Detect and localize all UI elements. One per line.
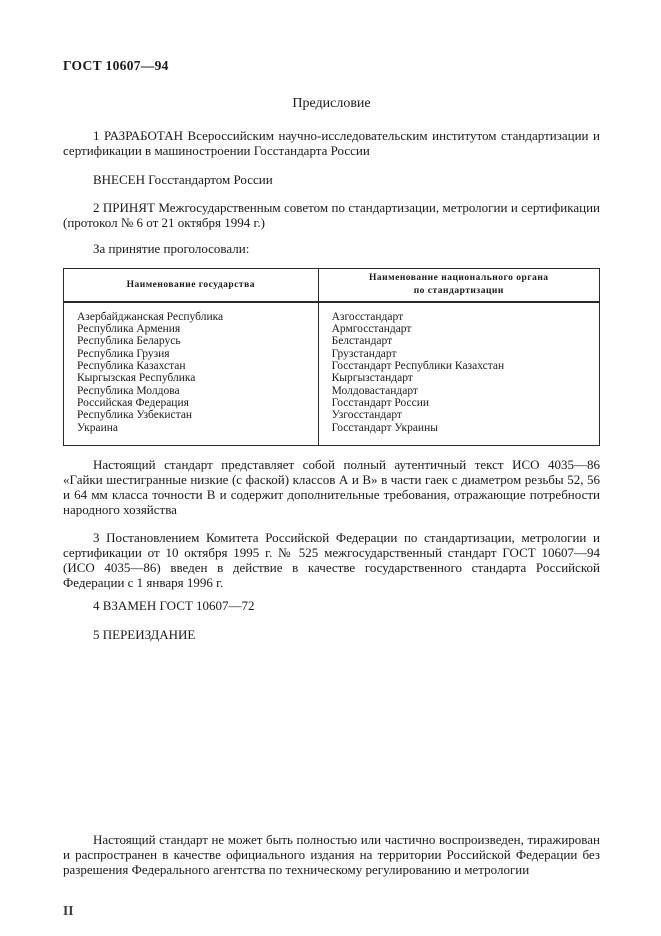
table-row bbox=[64, 323, 600, 335]
state-cell: Республика Узбекистан bbox=[64, 409, 319, 421]
org-cell: Госстандарт Республики Казахстан bbox=[331, 360, 505, 373]
paragraph-developed: 1 РАЗРАБОТАН Всероссийским научно-исследовательским институтом стандартизации и сертификации в машиностроении Госстандарта России bbox=[63, 128, 600, 159]
column-header-org bbox=[318, 269, 599, 302]
column-header-org-line2: по стандартизации bbox=[413, 286, 504, 297]
state-cell: Украина bbox=[64, 422, 319, 446]
doc-code: ГОСТ 10607—94 bbox=[63, 58, 169, 73]
paragraph-voted-label: За принятие проголосовали: bbox=[93, 241, 250, 257]
state-cell: Республика Армения bbox=[64, 323, 319, 335]
state-cell: Республика Казахстан bbox=[64, 360, 319, 372]
paragraph-submitted: ВНЕСЕН Госстандартом России bbox=[93, 172, 273, 188]
voting-table-body bbox=[64, 302, 600, 445]
state-cell: Азербайджанская Республика bbox=[64, 302, 319, 323]
table-row bbox=[64, 385, 600, 397]
org-cell: Армгосстандарт bbox=[331, 323, 412, 336]
table-row bbox=[64, 348, 600, 360]
table-row bbox=[64, 372, 600, 384]
table-row bbox=[64, 302, 600, 323]
org-cell: Молдовастандарт bbox=[331, 384, 418, 397]
org-cell: Узгосстандарт bbox=[331, 409, 402, 422]
page-title: Предисловие bbox=[292, 96, 371, 111]
paragraph-iso-note: Настоящий стандарт представляет собой полный аутентичный текст ИСО 4035—86 «Гайки шестигранные низкие (с фаской) классов А и В» в части гаек с диаметром резьбы 52, 56 и 64 мм класса точности В и содержит дополнительные требования, отражающие потребности народного хозяйства bbox=[63, 456, 600, 518]
table-row bbox=[64, 422, 600, 446]
state-cell: Российская Федерация bbox=[64, 397, 319, 409]
page-number: II bbox=[63, 903, 74, 919]
org-cell: Грузстандарт bbox=[331, 347, 397, 360]
state-cell: Республика Грузия bbox=[64, 348, 319, 360]
table-row bbox=[64, 360, 600, 372]
column-header-org-line1: Наименование национального органа bbox=[369, 273, 549, 284]
table-row bbox=[64, 397, 600, 409]
paragraph-replaces: 4 ВЗАМЕН ГОСТ 10607—72 bbox=[93, 598, 255, 614]
paragraph-copyright: Настоящий стандарт не может быть полностью или частично воспроизведен, тиражирован и распространен в качестве официального издания на территории Российской Федерации без разрешения Федерального агентства по техническому регулированию и метрологии bbox=[63, 831, 600, 878]
paragraph-decree: 3 Постановлением Комитета Российской Федерации по стандартизации, метрологии и сертификации от 10 октября 1995 г. № 525 межгосударственный стандарт ГОСТ 10607—94 (ИСО 4035—86) введен в действие в качестве государственного стандарта Российской Федерации с 1 января 1996 г. bbox=[63, 529, 600, 591]
org-cell: Госстандарт России bbox=[331, 396, 430, 409]
column-header-state: Наименование государства bbox=[64, 269, 319, 302]
voting-table-header bbox=[64, 269, 600, 302]
table-row bbox=[64, 335, 600, 347]
voting-table bbox=[63, 268, 600, 446]
org-cell: Госстандарт Украины bbox=[331, 421, 438, 434]
state-cell: Республика Беларусь bbox=[64, 335, 319, 347]
org-cell: Белстандарт bbox=[331, 335, 393, 348]
paragraph-accepted: 2 ПРИНЯТ Межгосударственным советом по стандартизации, метрологии и сертификации (протокол № 6 от 21 октября 1994 г.) bbox=[63, 199, 600, 230]
org-cell: Азгосстандарт bbox=[331, 310, 404, 323]
table-row bbox=[64, 409, 600, 421]
org-cell: Кыргызстандарт bbox=[331, 372, 413, 385]
state-cell: Кыргызская Республика bbox=[64, 372, 319, 384]
paragraph-reissue: 5 ПЕРЕИЗДАНИЕ bbox=[93, 626, 196, 642]
state-cell: Республика Молдова bbox=[64, 385, 319, 397]
